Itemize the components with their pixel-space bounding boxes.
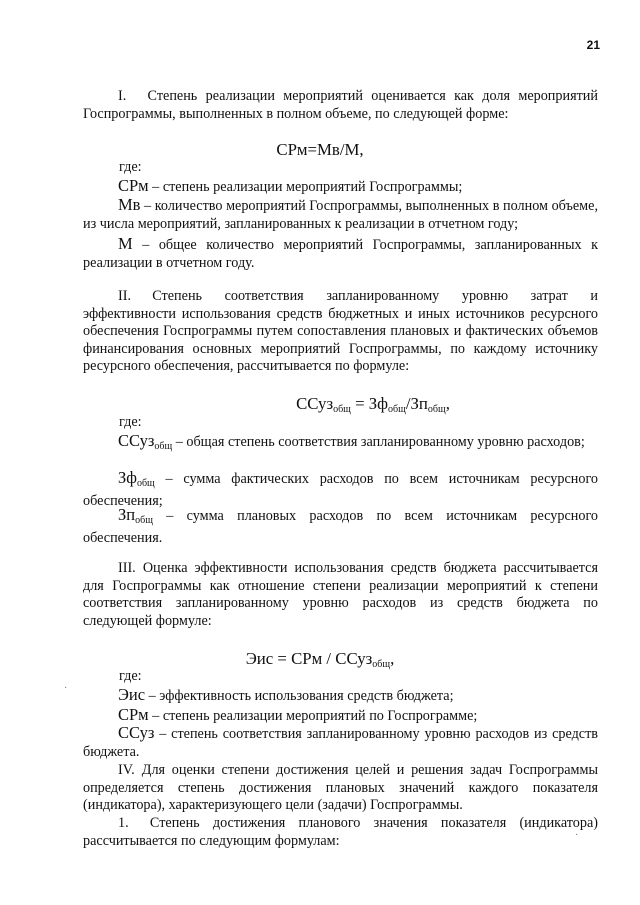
formula-part: Эис = СРм / ССуз (245, 649, 373, 668)
definition-text: – общее количество мероприятий Госпрограммы, запланированных к реализации в отчетном году. (83, 237, 598, 271)
definition-text: – степень реализации мероприятий Госпрограммы; (148, 179, 463, 195)
formula-subscript: общ (333, 404, 351, 415)
definition-symbol: Зф (118, 468, 137, 487)
definition-mv (83, 196, 598, 233)
formula-part: ССуз (296, 394, 334, 413)
formula-subscript: общ (388, 404, 406, 415)
definition-srm-2 (83, 706, 598, 726)
definition-m (83, 235, 598, 272)
definition-text: – сумма фактических расходов по всем источникам ресурсного обеспечения; (83, 471, 598, 509)
formula-eis (0, 649, 640, 670)
definition-eis (83, 686, 598, 706)
formula-subscript: общ (427, 404, 446, 415)
definition-symbol: СРм (118, 176, 149, 195)
definition-symbol: СРм (118, 705, 149, 724)
scan-speck: · (64, 683, 68, 694)
definition-symbol: ССуз (118, 431, 155, 450)
section-1-paragraph: I. Степень реализации мероприятий оценивается как доля мероприятий Госпрограммы, выполненных в полном объеме, по следующей форме: (83, 88, 598, 122)
definition-symbol: Эис (118, 685, 146, 704)
formula-part: , (390, 649, 395, 668)
definition-text: – количество мероприятий Госпрограммы, выполненных в полном объеме, из числа мероприятий, запланированных к реализации в отчетном году; (83, 198, 598, 232)
definition-zp-total (83, 506, 598, 547)
definition-text: – степень соответствия запланированному уровню расходов из средств бюджета. (83, 726, 598, 760)
definition-srm (83, 177, 598, 197)
definition-symbol: М (118, 234, 133, 253)
formula-ssuz (53, 394, 640, 415)
formula-part: Зп (410, 394, 428, 413)
definition-symbol: ССуз (118, 723, 155, 742)
where-label-3: где: (119, 668, 142, 684)
section-3-paragraph: III. Оценка эффективности использования средств бюджета рассчитывается для Госпрограммы как отношение степени реализации мероприятий к степени соответствия запланированному уровню расходов из средств бюджета по следующей формуле: (83, 560, 598, 629)
definition-symbol: Мв (118, 195, 141, 214)
formula-part: = (350, 394, 369, 413)
definition-subscript: общ (136, 478, 155, 489)
section-4-item-1: 1. Степень достижения планового значения показателя (индикатора) рассчитывается по следующим формулам: (83, 815, 598, 849)
definition-symbol: Зп (118, 505, 136, 524)
section-2-paragraph: II. Степень соответствия запланированному уровню затрат и эффективности использования средств бюджетных и иных источников ресурсного обеспечения Госпрограммы путем сопоставления плановых и фактических объемов финансирования основных мероприятий Госпрограммы, по каждому источнику ресурсного обеспечения, рассчитывается по формуле: (83, 288, 598, 374)
definition-zf-total (83, 469, 598, 510)
formula-part: , (445, 394, 450, 413)
formula-part: / (405, 394, 411, 413)
definition-text: – сумма плановых расходов по всем источникам ресурсного обеспечения. (83, 508, 598, 546)
definition-text: – общая степень соответствия запланированному уровню расходов; (172, 434, 585, 450)
where-label-2: где: (119, 414, 142, 430)
page-number: 21 (586, 38, 600, 52)
definition-subscript: общ (154, 441, 173, 452)
definition-text: – эффективность использования средств бюджета; (145, 688, 454, 704)
formula-subscript: общ (372, 659, 391, 670)
where-label-1: где: (119, 159, 142, 175)
definition-ssuz (83, 724, 598, 761)
formula-srm: СРм=Мв/М, (276, 140, 364, 159)
definition-subscript: общ (135, 515, 153, 526)
formula-part: Зф (368, 394, 389, 413)
definition-text: – степень реализации мероприятий по Госпрограмме; (148, 708, 478, 724)
scan-speck: · (575, 830, 579, 841)
section-4-paragraph: IV. Для оценки степени достижения целей и решения задач Госпрограммы определяется степень достижения плановых значений каждого показателя (индикатора), характеризующего цели (задачи) Госпрограммы. (83, 762, 598, 813)
definition-ssuz-total (83, 432, 598, 456)
